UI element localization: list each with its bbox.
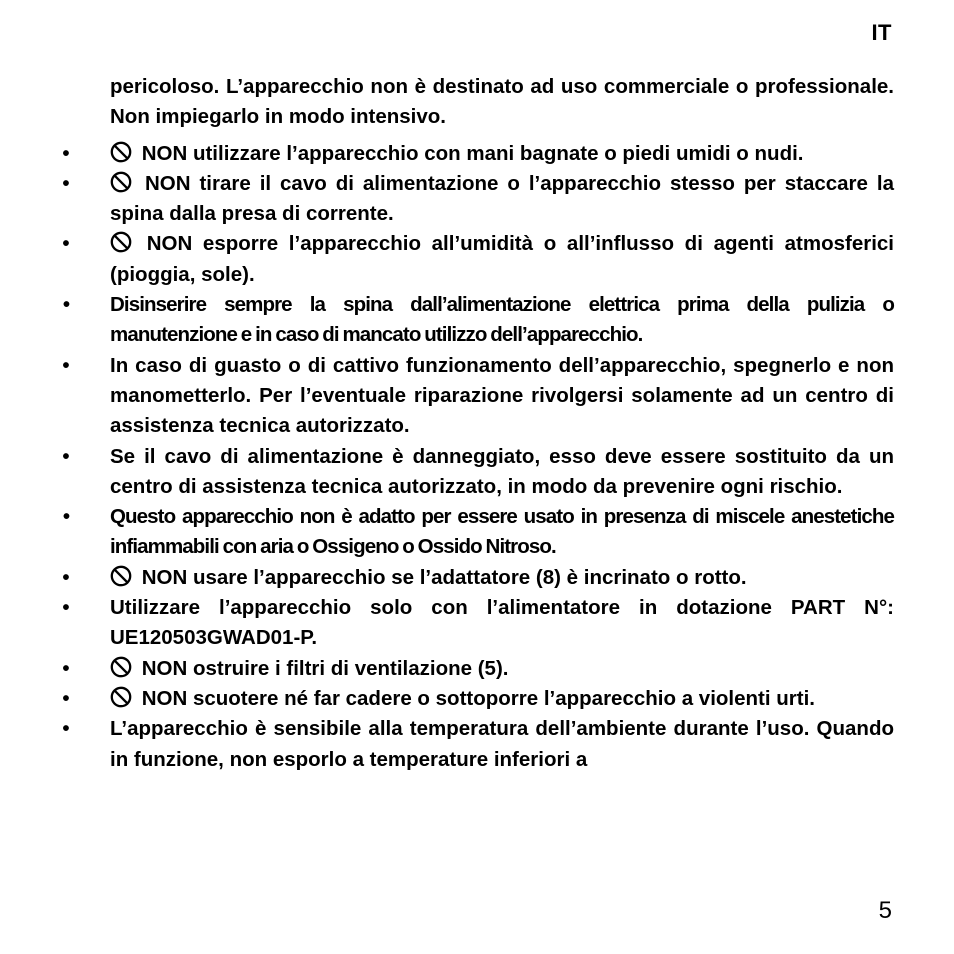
list-item [62, 229, 894, 290]
list-item-text: NON scuotere né far cadere o sottoporre l’apparecchio a violenti urti. [141, 686, 815, 710]
bullet: • [62, 686, 70, 710]
bullet: • [62, 444, 70, 468]
language-label: IT [871, 20, 892, 45]
list-item-text: NON tirare il cavo di alimentazione o l’apparecchio stesso per staccare la spina dalla presa di corrente. [110, 171, 894, 226]
prohibited-icon [110, 171, 132, 193]
list-item-text: Se il cavo di alimentazione è danneggiato, esso deve essere sostituito da un centro di assistenza tecnica autorizzato, in modo da prevenire ogni rischio. [110, 444, 894, 498]
safety-list [62, 139, 894, 775]
list-item-text: In caso di guasto o di cattivo funzionamento dell’apparecchio, spegnerlo e non manometterlo. Per l’eventuale riparazione rivolgersi solamente ad un centro di assistenza tecnica autorizzato. [110, 353, 894, 438]
prohibited-icon [110, 656, 132, 678]
bullet: • [62, 596, 70, 620]
page-number: 5 [878, 897, 892, 924]
prohibited-icon [110, 686, 132, 708]
bullet: • [62, 232, 70, 256]
list-item [62, 593, 894, 654]
list-item-text: NON utilizzare l’apparecchio con mani bagnate o piedi umidi o nudi. [141, 141, 804, 165]
list-item [62, 714, 894, 775]
bullet: • [62, 717, 70, 741]
bullet: • [62, 171, 70, 195]
bullet: • [62, 505, 70, 529]
list-item [62, 563, 894, 593]
prohibited-icon [110, 141, 132, 163]
list-item [62, 139, 894, 169]
bullet: • [62, 293, 70, 317]
bullet: • [62, 353, 70, 377]
prohibited-icon [110, 231, 132, 253]
list-item [62, 654, 894, 684]
list-item-text: Utilizzare l’apparecchio solo con l’alimentatore in dotazione PART N°: UE120503GWAD01-P. [110, 596, 894, 650]
list-item-text: Disinserire sempre la spina dall’alimentazione elettrica prima della pulizia o manutenzione e in caso di mancato utilizzo dell’apparecchio. [110, 293, 894, 347]
bullet: • [62, 656, 70, 680]
list-item [62, 290, 894, 351]
list-item [62, 169, 894, 230]
list-item [62, 684, 894, 714]
list-item [62, 351, 894, 442]
list-item-text: NON usare l’apparecchio se l’adattatore (8) è incrinato o rotto. [141, 565, 747, 589]
intro-paragraph: pericoloso. L’apparecchio non è destinato ad uso commerciale o professionale. Non impiegarlo in modo intensivo. [110, 75, 894, 129]
list-item [62, 442, 894, 503]
list-item-text: L’apparecchio è sensibile alla temperatura dell’ambiente durante l’uso. Quando in funzione, non esporlo a temperature inferiori a [110, 717, 894, 771]
list-item [62, 502, 894, 563]
page-body [62, 72, 894, 775]
bullet: • [62, 565, 70, 589]
list-item-text: NON esporre l’apparecchio all’umidità o all’influsso di agenti atmosferici (pioggia, sole). [110, 232, 894, 286]
list-item-text: Questo apparecchio non è adatto per essere usato in presenza di miscele anestetiche infiammabili con aria o Ossigeno o Ossido Nitroso. [110, 505, 894, 559]
prohibited-icon [110, 565, 132, 587]
bullet: • [62, 141, 70, 165]
list-item-text: NON ostruire i filtri di ventilazione (5). [141, 656, 509, 680]
